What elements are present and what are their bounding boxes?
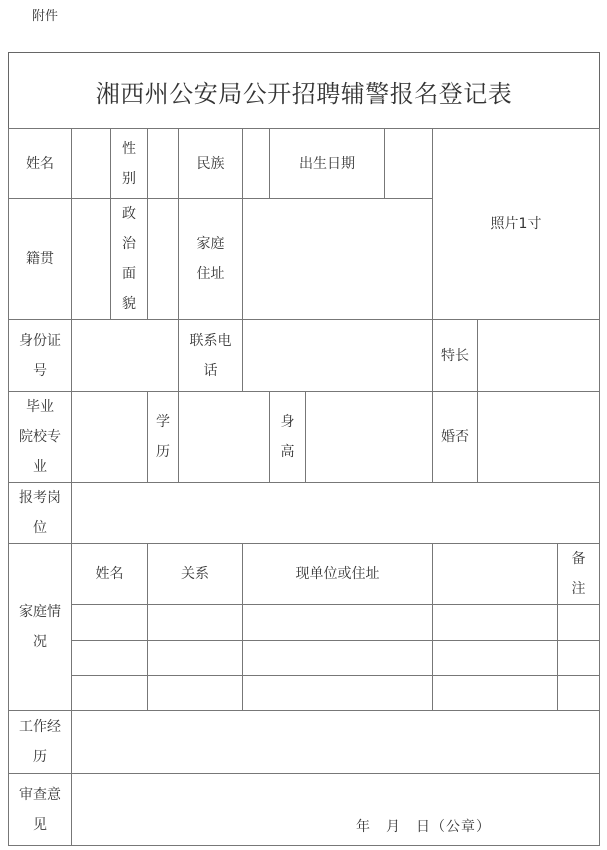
family-cell[interactable] — [432, 604, 558, 641]
political-status-field[interactable] — [147, 198, 179, 320]
family-cell[interactable] — [557, 604, 600, 641]
family-cell[interactable] — [147, 675, 243, 711]
home-address-field[interactable] — [242, 198, 433, 320]
work-experience-label: 工作经 历 — [8, 710, 72, 774]
gender-label: 性 别 — [110, 128, 148, 199]
family-cell[interactable] — [242, 640, 433, 676]
birth-date-field[interactable] — [384, 128, 433, 199]
review-field[interactable] — [71, 773, 600, 846]
education-field[interactable] — [178, 391, 270, 483]
family-header-name: 姓名 — [71, 543, 148, 605]
home-address-label: 家庭 住址 — [178, 198, 243, 320]
height-label: 身 高 — [269, 391, 306, 483]
family-cell[interactable] — [71, 640, 148, 676]
family-cell[interactable] — [242, 604, 433, 641]
family-cell[interactable] — [242, 675, 433, 711]
family-header-blank — [432, 543, 558, 605]
gender-field[interactable] — [147, 128, 179, 199]
native-place-label: 籍贯 — [8, 198, 72, 320]
education-label: 学 历 — [147, 391, 179, 483]
specialty-field[interactable] — [477, 319, 600, 392]
family-header-relation: 关系 — [147, 543, 243, 605]
family-cell[interactable] — [71, 675, 148, 711]
photo-box: 照片1寸 — [432, 128, 600, 320]
marital-status-label: 婚否 — [432, 391, 478, 483]
family-header-address: 现单位或住址 — [242, 543, 433, 605]
id-number-label: 身份证 号 — [8, 319, 72, 392]
family-cell[interactable] — [557, 675, 600, 711]
school-major-field[interactable] — [71, 391, 148, 483]
birth-date-label: 出生日期 — [269, 128, 385, 199]
marital-status-field[interactable] — [477, 391, 600, 483]
height-field[interactable] — [305, 391, 433, 483]
family-header-remarks: 备 注 — [557, 543, 600, 605]
family-cell[interactable] — [432, 640, 558, 676]
ethnicity-label: 民族 — [178, 128, 243, 199]
family-label: 家庭情 况 — [8, 543, 72, 711]
phone-label: 联系电 话 — [178, 319, 243, 392]
family-cell[interactable] — [147, 604, 243, 641]
native-place-field[interactable] — [71, 198, 111, 320]
family-cell[interactable] — [147, 640, 243, 676]
school-major-label: 毕业 院校专 业 — [8, 391, 72, 483]
specialty-label: 特长 — [432, 319, 478, 392]
work-experience-field[interactable] — [71, 710, 600, 774]
family-cell[interactable] — [71, 604, 148, 641]
family-cell[interactable] — [432, 675, 558, 711]
family-cell[interactable] — [557, 640, 600, 676]
review-label: 审查意 见 — [8, 773, 72, 846]
political-status-label: 政 治 面 貌 — [110, 198, 148, 320]
form-title: 湘西州公安局公开招聘辅警报名登记表 — [95, 79, 513, 108]
position-label: 报考岗 位 — [8, 482, 72, 544]
phone-field[interactable] — [242, 319, 433, 392]
position-field[interactable] — [71, 482, 600, 544]
attachment-label: 附件 — [32, 9, 59, 24]
date-seal-line: 年 月 日（公章） — [356, 819, 491, 835]
ethnicity-field[interactable] — [242, 128, 270, 199]
name-label: 姓名 — [8, 128, 72, 199]
name-field[interactable] — [71, 128, 111, 199]
id-number-field[interactable] — [71, 319, 179, 392]
